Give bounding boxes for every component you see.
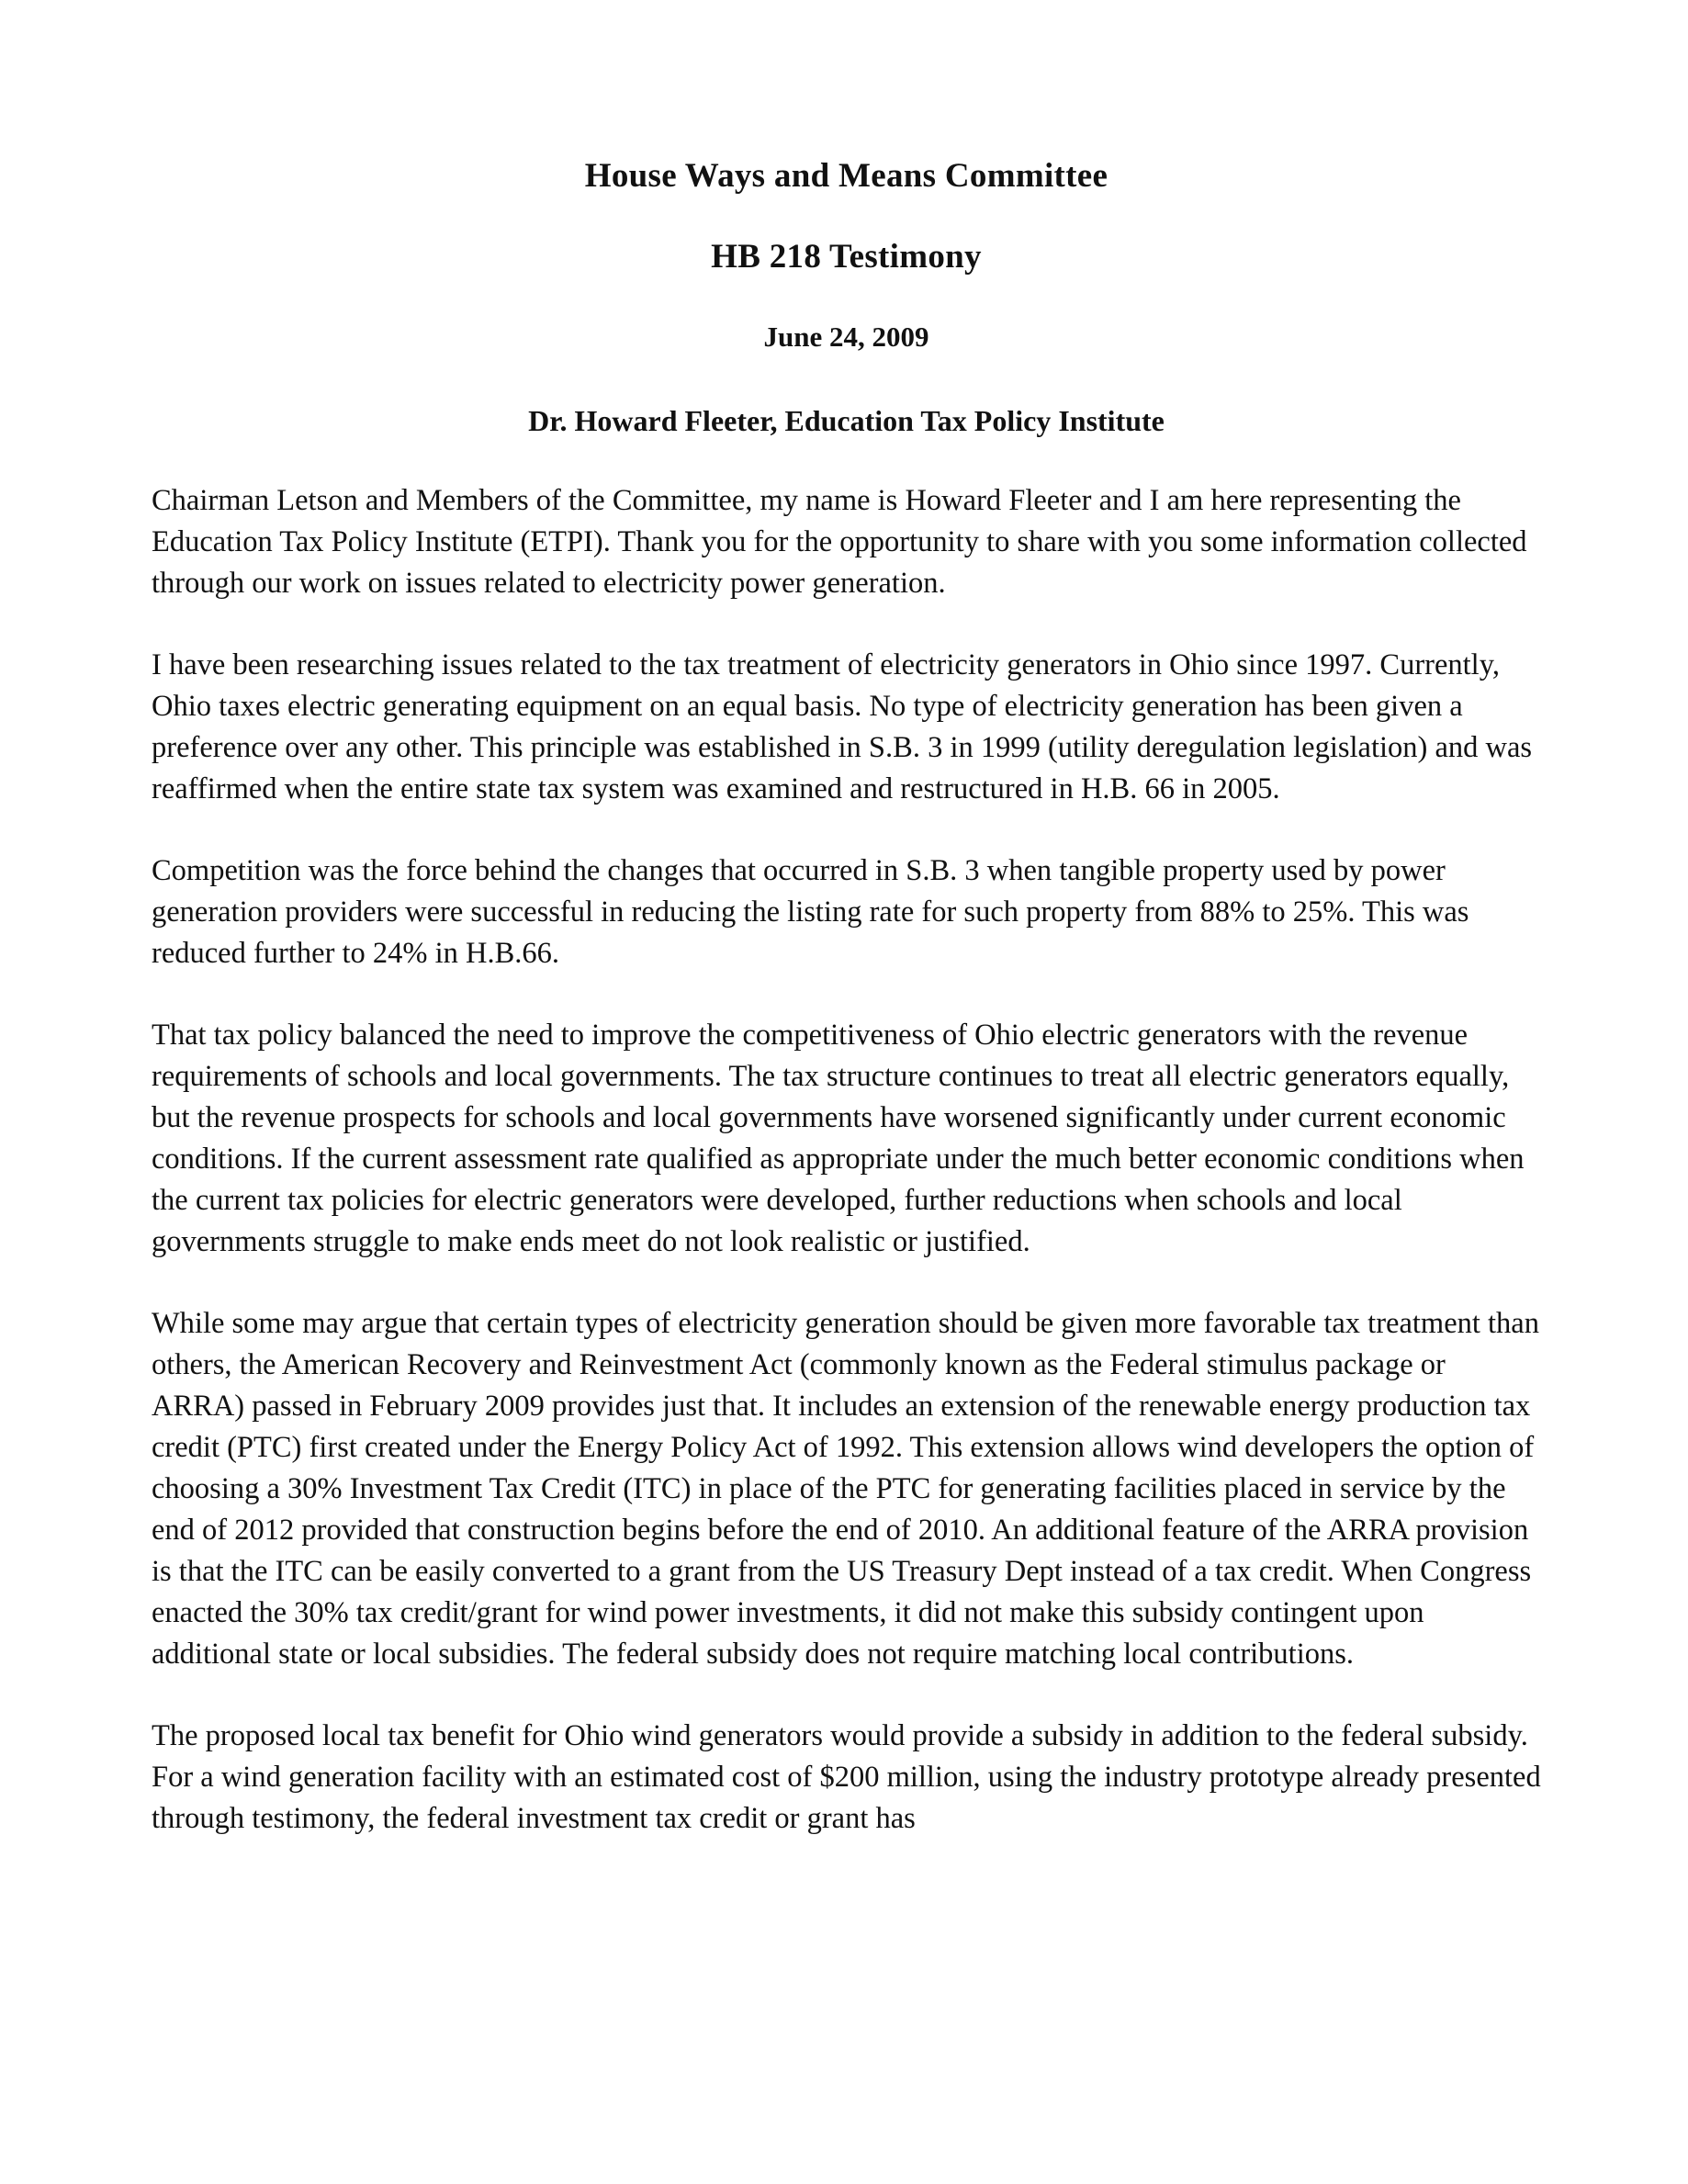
paragraph-tax-policy-balance: That tax policy balanced the need to improve the competitiveness of Ohio electric generators with the revenue requirements of schools and local governments. The tax structure continues to treat all electric generators equally, but the revenue prospects for schools and local governments have worsened significantly under current economic conditions. If the current assessment rate qualified as appropriate under the much better economic conditions when the current tax policies for electric generators were developed, further reductions when schools and local governments struggle to make ends meet do not look realistic or justified.	[152, 1019, 1525, 1258]
document-title: House Ways and Means Committee	[584, 157, 1108, 195]
paragraph-federal-arra: While some may argue that certain types of electricity generation should be given more favorable tax treatment than others, the American Recovery and Reinvestment Act (commonly known as the Federal stimulus package or ARRA) passed in February 2009 provides just that. It includes an extension of the renewable energy production tax credit (PTC) first created under the Energy Policy Act of 1992. This extension allows wind developers the option of choosing a 30% Investment Tax Credit (ITC) in place of the PTC for generating facilities placed in service by the end of 2012 provided that construction begins before the end of 2010. An additional feature of the ARRA provision is that the ITC can be easily converted to a grant from the US Treasury Dept instead of a tax credit. When Congress enacted the 30% tax credit/grant for wind power investments, it did not make this subsidy contingent upon additional state or local subsidies. The federal subsidy does not require matching local contributions.	[152, 1307, 1539, 1671]
paragraph-intro: Chairman Letson and Members of the Committee, my name is Howard Fleeter and I am here representing the Education Tax Policy Institute (ETPI). Thank you for the opportunity to share with you some information collected through our work on issues related to electricity power generation.	[152, 484, 1527, 600]
document-body	[152, 480, 1541, 1840]
paragraph-local-benefit: The proposed local tax benefit for Ohio wind generators would provide a subsidy in addition to the federal subsidy. For a wind generation facility with an estimated cost of $200 million, using the industry prototype already presented through testimony, the federal investment tax credit or grant has	[152, 1719, 1541, 1835]
paragraph-competition: Competition was the force behind the changes that occurred in S.B. 3 when tangible property used by power generation providers were successful in reducing the listing rate for such property from 88% to 25%. This was reduced further to 24% in H.B.66.	[152, 854, 1469, 970]
paragraph-research-history: I have been researching issues related to the tax treatment of electricity generators in Ohio since 1997. Currently, Ohio taxes electric generating equipment on an equal basis. No type of electricity generation has been given a preference over any other. This principle was established in S.B. 3 in 1999 (utility deregulation legislation) and was reaffirmed when the entire state tax system was examined and restructured in H.B. 66 in 2005.	[152, 648, 1533, 805]
document-subtitle: HB 218 Testimony	[711, 238, 982, 276]
document-author: Dr. Howard Fleeter, Education Tax Policy Institute	[528, 404, 1165, 437]
document-date: June 24, 2009	[763, 321, 929, 353]
